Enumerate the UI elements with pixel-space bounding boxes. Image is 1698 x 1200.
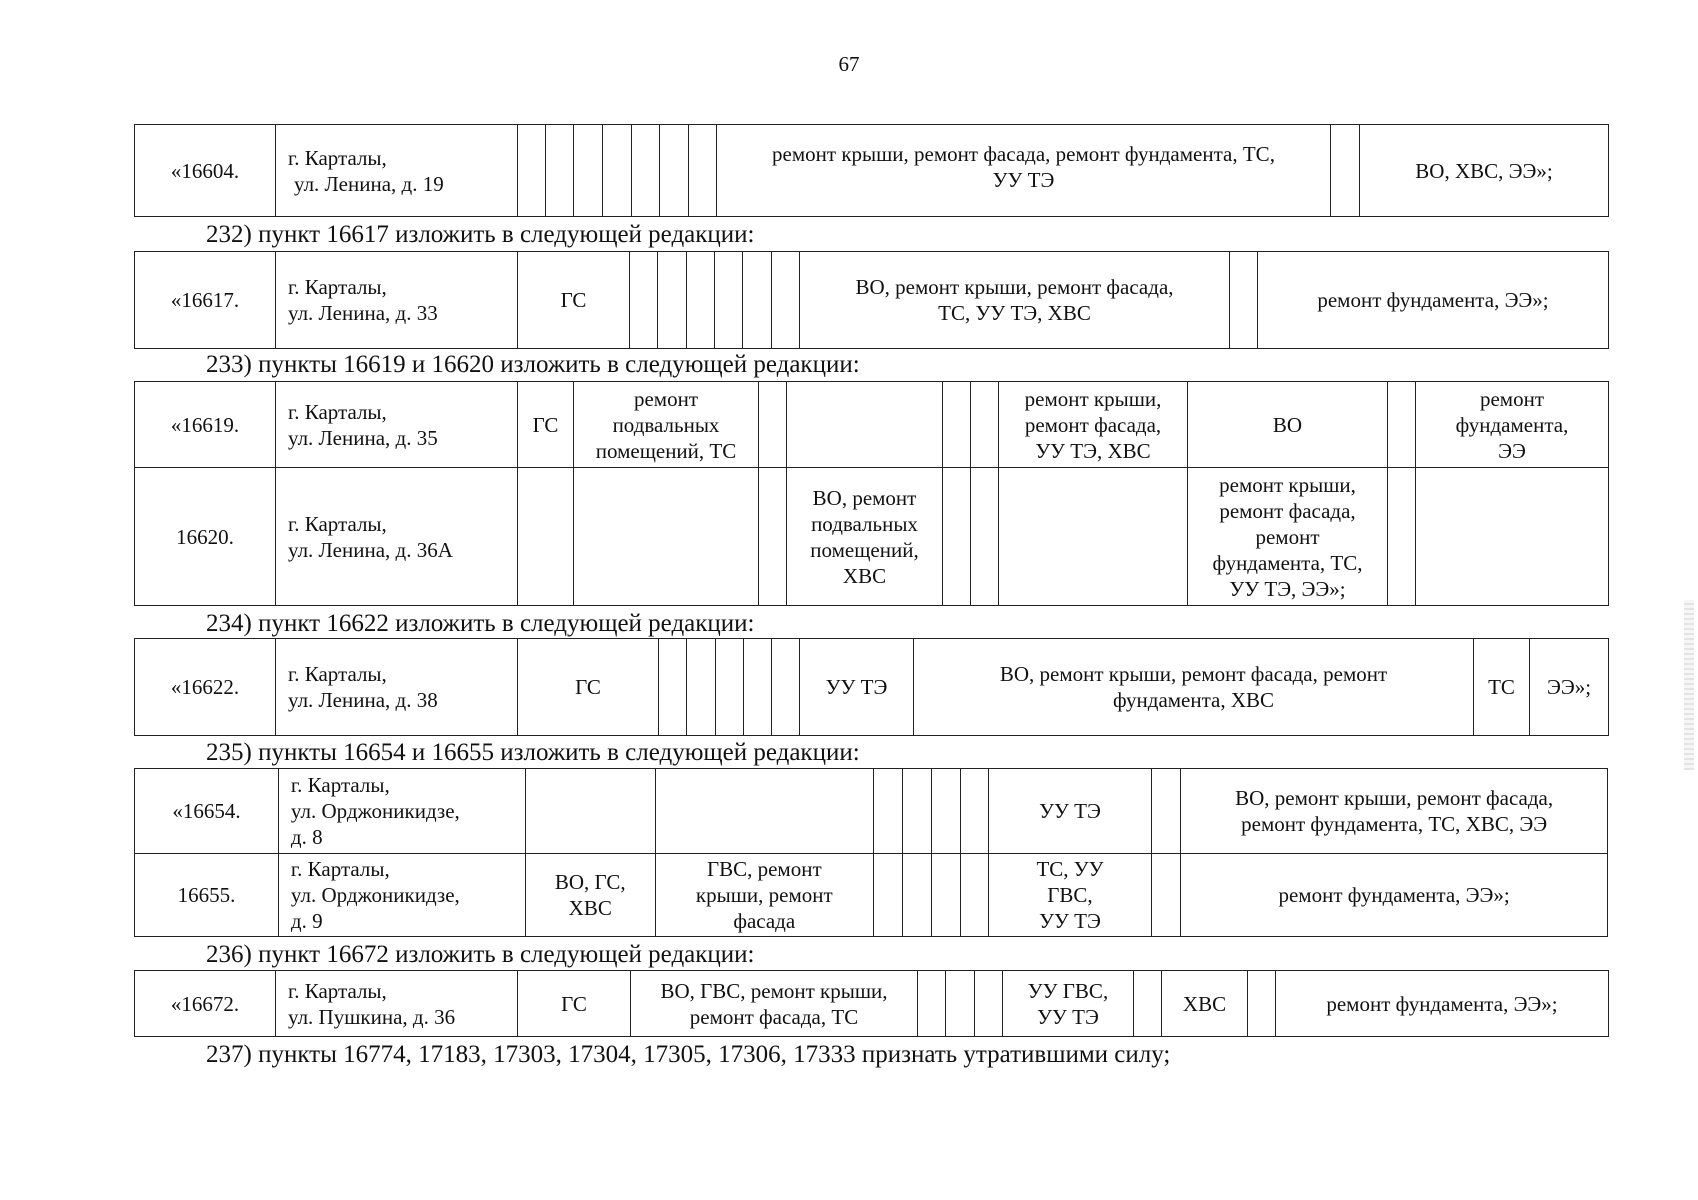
- cell-line: ГВС, ремонт: [706, 857, 822, 881]
- cell-line: УУ ТЭ, ХВС: [1035, 438, 1151, 463]
- table-row: [135, 125, 1609, 217]
- address-city: г. Карталы,: [290, 773, 390, 797]
- table-item-16617: [134, 251, 1609, 349]
- empty-cell: [687, 639, 716, 736]
- empty-cell: [874, 854, 903, 937]
- cell-line: помещений,: [810, 537, 919, 562]
- cell-line: ремонт крыши,: [1024, 386, 1162, 411]
- heading-233: 233) пункты 16619 и 16620 изложить в следующей редакции:: [206, 351, 860, 378]
- address-cell: [276, 252, 518, 349]
- address-street: ул. Ленина, д. 19: [294, 171, 444, 196]
- empty-cell: [918, 971, 946, 1037]
- empty-cell: [759, 468, 787, 606]
- heading-232: 232) пункт 16617 изложить в следующей редакции:: [206, 221, 755, 248]
- table-row: [135, 382, 1609, 468]
- value-cell: [525, 854, 655, 937]
- value-cell: [1188, 468, 1388, 606]
- address-city: г. Карталы,: [288, 511, 387, 536]
- empty-cell: [655, 769, 873, 854]
- empty-cell: [689, 125, 717, 217]
- table-row: [135, 468, 1609, 606]
- address-house: д. 9: [290, 909, 323, 933]
- table-item-16622: [134, 638, 1609, 736]
- empty-cell: [1388, 382, 1416, 468]
- last-cell: ремонт фундамента, ЭЭ»;: [1276, 971, 1609, 1037]
- table-items-16654-16655: [134, 768, 1608, 937]
- works-line: фундамента, ХВС: [1112, 688, 1275, 712]
- value-cell: ТС: [1474, 639, 1530, 736]
- empty-cell: [1151, 854, 1181, 937]
- cell-line: фасада: [733, 909, 796, 933]
- cell-line: фундамента,: [1455, 412, 1569, 437]
- address-street: ул. Ленина, д. 36А: [288, 537, 453, 562]
- value-cell: ГС: [518, 971, 631, 1037]
- works-line: ремонт фундамента, ТС, ХВС, ЭЭ: [1241, 812, 1548, 836]
- empty-cell: [1331, 125, 1360, 217]
- works-line: ремонт крыши, ремонт фасада, ремонт фундамента, ТС,: [772, 142, 1275, 166]
- value-cell: [574, 382, 759, 468]
- table-row: [135, 854, 1608, 937]
- works-cell: [717, 125, 1331, 217]
- empty-cell: [1230, 252, 1258, 349]
- empty-cell: [574, 468, 759, 606]
- empty-cell: [743, 252, 772, 349]
- cell-line: ремонт: [633, 386, 699, 411]
- empty-cell: [632, 125, 660, 217]
- value-cell: [787, 468, 943, 606]
- empty-cell: [1416, 468, 1609, 606]
- cell-line: ХВС: [568, 896, 612, 920]
- cell-line: ТС, УУ: [1036, 857, 1104, 881]
- cell-line: фундамента, ТС,: [1212, 550, 1363, 575]
- address-street: ул. Орджоникидзе,: [290, 799, 460, 823]
- empty-cell: [660, 125, 689, 217]
- address-cell: [276, 468, 518, 606]
- empty-cell: [943, 382, 971, 468]
- item-number: «16654.: [135, 769, 279, 854]
- empty-cell: [932, 769, 961, 854]
- empty-cell: [971, 468, 999, 606]
- address-city: г. Карталы,: [288, 978, 387, 1003]
- value-cell: ГС: [518, 382, 574, 468]
- heading-235: 235) пункты 16654 и 16655 изложить в следующей редакции:: [206, 739, 860, 766]
- empty-cell: [975, 971, 1003, 1037]
- empty-cell: [932, 854, 961, 937]
- empty-cell: [518, 468, 574, 606]
- works-line: УУ ТЭ: [992, 168, 1055, 192]
- value-cell: УУ ТЭ: [989, 769, 1151, 854]
- empty-cell: [1388, 468, 1416, 606]
- item-number: «16622.: [135, 639, 276, 736]
- empty-cell: [518, 125, 546, 217]
- works-cell: [914, 639, 1474, 736]
- heading-237: 237) пункты 16774, 17183, 17303, 17304, 17305, 17306, 17333 признать утратившими силу;: [206, 1041, 1171, 1068]
- scan-artifact: [1684, 600, 1694, 770]
- address-cell: [278, 769, 525, 854]
- address-street: ул. Ленина, д. 33: [288, 301, 438, 325]
- empty-cell: [874, 769, 903, 854]
- empty-cell: [772, 252, 800, 349]
- value-cell: [631, 971, 918, 1037]
- value-cell: [1416, 382, 1609, 468]
- cell-line: ремонт: [1479, 386, 1545, 411]
- last-cell: ЭЭ»;: [1530, 639, 1609, 736]
- heading-234: 234) пункт 16622 изложить в следующей редакции:: [206, 610, 755, 637]
- empty-cell: [759, 382, 787, 468]
- empty-cell: [960, 854, 989, 937]
- cell-line: ремонт фасада,: [1219, 498, 1356, 523]
- empty-cell: [687, 252, 715, 349]
- empty-cell: [715, 252, 743, 349]
- empty-cell: [1151, 769, 1181, 854]
- value-cell: ГС: [518, 252, 630, 349]
- empty-cell: [659, 639, 687, 736]
- works-line: ВО, ремонт крыши, ремонт фасада,: [1235, 786, 1554, 810]
- address-street: ул. Пушкина, д. 36: [288, 1004, 456, 1029]
- table-row: [135, 971, 1609, 1037]
- table-row: [135, 252, 1609, 349]
- empty-cell: [744, 639, 772, 736]
- address-cell: [276, 382, 518, 468]
- empty-cell: [574, 125, 603, 217]
- empty-cell: [1248, 971, 1276, 1037]
- works-cell: [1181, 769, 1608, 854]
- empty-cell: [902, 769, 932, 854]
- address-cell: [276, 639, 518, 736]
- address-street: ул. Ленина, д. 38: [288, 688, 438, 712]
- item-number: 16655.: [135, 854, 279, 937]
- empty-cell: [525, 769, 655, 854]
- works-line: ВО, ремонт крыши, ремонт фасада, ремонт: [999, 662, 1388, 686]
- value-cell: [1003, 971, 1134, 1037]
- cell-line: ремонт фасада, ТС: [689, 1004, 859, 1029]
- value-cell: [989, 854, 1151, 937]
- cell-line: подвальных: [811, 511, 918, 536]
- empty-cell: [1134, 971, 1162, 1037]
- works-line: ТС, УУ ТЭ, ХВС: [938, 301, 1091, 325]
- cell-line: ЭЭ: [1498, 438, 1526, 463]
- value-cell: ГС: [518, 639, 659, 736]
- empty-cell: [787, 382, 943, 468]
- value-cell: [999, 382, 1188, 468]
- empty-cell: [772, 639, 800, 736]
- address-street: ул. Ленина, д. 35: [288, 425, 438, 450]
- last-cell: ВО, ХВС, ЭЭ»;: [1360, 125, 1609, 217]
- cell-line: УУ ГВС,: [1027, 978, 1109, 1003]
- cell-line: УУ ТЭ: [1039, 909, 1101, 933]
- cell-line: ВО, ГС,: [554, 870, 626, 894]
- table-row: [135, 639, 1609, 736]
- cell-line: ГВС,: [1047, 883, 1093, 907]
- empty-cell: [902, 854, 932, 937]
- page-number: 67: [838, 52, 860, 76]
- empty-cell: [943, 468, 971, 606]
- last-cell: ремонт фундамента, ЭЭ»;: [1258, 252, 1609, 349]
- last-cell: ремонт фундамента, ЭЭ»;: [1181, 854, 1608, 937]
- table-item-16604: [134, 124, 1609, 217]
- cell-line: крыши, ремонт: [695, 883, 833, 907]
- empty-cell: [603, 125, 632, 217]
- cell-line: ВО, ГВС, ремонт крыши,: [660, 978, 888, 1003]
- empty-cell: [960, 769, 989, 854]
- item-number: 16620.: [135, 468, 276, 606]
- value-cell: УУ ТЭ: [800, 639, 914, 736]
- cell-line: помещений, ТС: [595, 438, 737, 463]
- address-city: г. Карталы,: [288, 275, 387, 299]
- cell-line: УУ ТЭ: [1037, 1004, 1099, 1029]
- table-items-16619-16620: [134, 381, 1609, 606]
- item-number: «16617.: [135, 252, 276, 349]
- item-number: «16672.: [135, 971, 276, 1037]
- item-number: «16619.: [135, 382, 276, 468]
- address-cell: [278, 854, 525, 937]
- cell-line: ВО, ремонт: [812, 485, 917, 510]
- cell-line: ХВС: [842, 563, 887, 588]
- item-number: «16604.: [135, 125, 276, 217]
- empty-cell: [999, 468, 1188, 606]
- address-city: г. Карталы,: [288, 145, 387, 170]
- cell-line: УУ ТЭ, ЭЭ»;: [1229, 576, 1346, 601]
- address-city: г. Карталы,: [288, 399, 387, 424]
- empty-cell: [630, 252, 658, 349]
- table-row: [135, 769, 1608, 854]
- cell-line: ремонт фасада,: [1024, 412, 1162, 437]
- value-cell: ВО: [1188, 382, 1388, 468]
- empty-cell: [716, 639, 744, 736]
- heading-236: 236) пункт 16672 изложить в следующей редакции:: [206, 941, 755, 968]
- empty-cell: [946, 971, 975, 1037]
- cell-line: подвальных: [612, 412, 720, 437]
- address-street: ул. Орджоникидзе,: [290, 883, 460, 907]
- cell-line: ремонт крыши,: [1219, 472, 1356, 497]
- works-cell: [800, 252, 1230, 349]
- empty-cell: [546, 125, 574, 217]
- table-item-16672: [134, 970, 1609, 1037]
- address-city: г. Карталы,: [288, 662, 387, 686]
- empty-cell: [658, 252, 687, 349]
- cell-line: ремонт: [1255, 524, 1320, 549]
- address-cell: [276, 125, 518, 217]
- works-line: ВО, ремонт крыши, ремонт фасада,: [855, 275, 1174, 299]
- address-cell: [276, 971, 518, 1037]
- address-house: д. 8: [290, 825, 323, 849]
- value-cell: ХВС: [1162, 971, 1248, 1037]
- address-city: г. Карталы,: [290, 857, 390, 881]
- empty-cell: [971, 382, 999, 468]
- value-cell: [655, 854, 873, 937]
